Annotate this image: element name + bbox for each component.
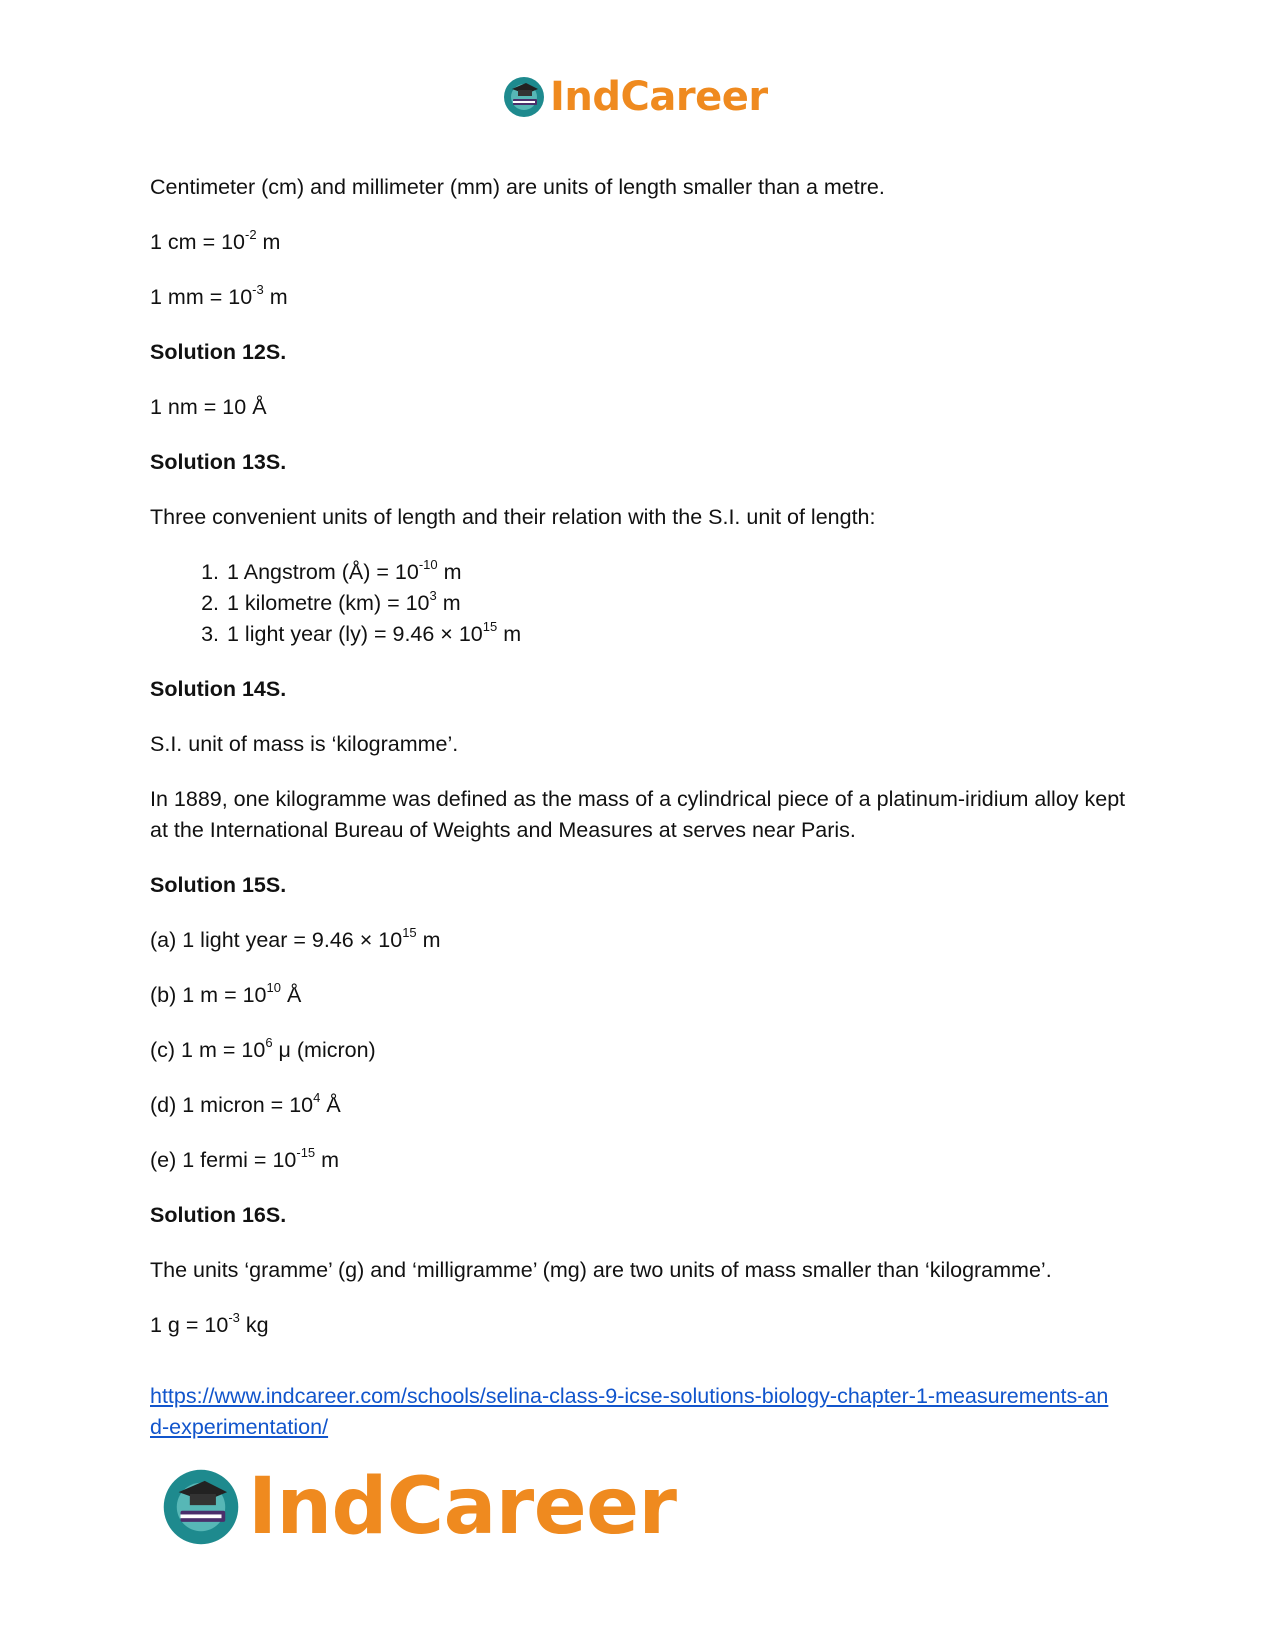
source-link[interactable]: https://www.indcareer.com/schools/selina-class-9-icse-solutions-biology-chapter-1-measurements-and-experimentation/: [150, 1384, 1109, 1439]
list-item: 3. 1 light year $(ly) = 9.46 \times 10^{15}$ m: [225, 619, 1130, 650]
equation-15e: (e) 1 fermi = $10^{-15}$ m: [150, 1144, 340, 1172]
equation-15d: (d) 1 micron = $10^4$ Å: [150, 1089, 341, 1117]
equation-15b: (b) 1 $m = 10^{10}$ Å: [150, 979, 302, 1007]
document-body: [150, 172, 1130, 1443]
equation-g: 1 $g = 10^{-3}$ kg: [150, 1309, 269, 1337]
heading-solution-13s: Solution 13S.: [150, 450, 287, 474]
list-item: 1. 1 Angstrom (Å) = $10^{-10}$ m: [225, 557, 1130, 588]
equation-mm: 1 mm = $10^{-3}$ m: [150, 281, 288, 309]
graduation-globe-icon: [160, 1466, 242, 1548]
paragraph-14a: S.I. unit of mass is ‘kilogramme’.: [150, 732, 459, 756]
heading-solution-15s: Solution 15S.: [150, 873, 287, 897]
indcareer-logo-bottom: [160, 1462, 677, 1552]
heading-solution-12s: Solution 12S.: [150, 340, 287, 364]
equation-cm: 1 cm = $10^{-2}$ m: [150, 226, 281, 254]
indcareer-logo-top: [502, 74, 768, 120]
equation-15a: (a) 1 light year = $9.46 \times 10^{15}$ m: [150, 924, 441, 952]
paragraph-14b: In 1889, one kilogramme was defined as the mass of a cylindrical piece of a platinum-iridium alloy kept at the International Bureau of Weights and Measures at serves near Paris.: [150, 787, 1126, 842]
paragraph-units: Centimeter (cm) and millimeter (mm) are units of length smaller than a metre.: [150, 175, 885, 199]
heading-solution-16s: Solution 16S.: [150, 1203, 287, 1227]
logo-text: IndCareer: [550, 74, 768, 120]
equation-nm: 1 nm = 10 Å: [150, 395, 267, 419]
heading-solution-14s: Solution 14S.: [150, 677, 287, 701]
list-item: 2. 1 kilometre $(km) = 10^3$ m: [225, 588, 1130, 619]
graduation-globe-icon: [502, 75, 546, 119]
list-units-13: [150, 557, 1130, 650]
logo-text: IndCareer: [248, 1462, 677, 1552]
paragraph-16: The units ‘gramme’ (g) and ‘milligramme’ (mg) are two units of mass smaller than ‘kilogramme’.: [150, 1258, 1052, 1282]
equation-15c: (c) 1 $m = 10^6$ μ (micron): [150, 1034, 376, 1062]
paragraph-13: Three convenient units of length and their relation with the S.I. unit of length:: [150, 505, 876, 529]
